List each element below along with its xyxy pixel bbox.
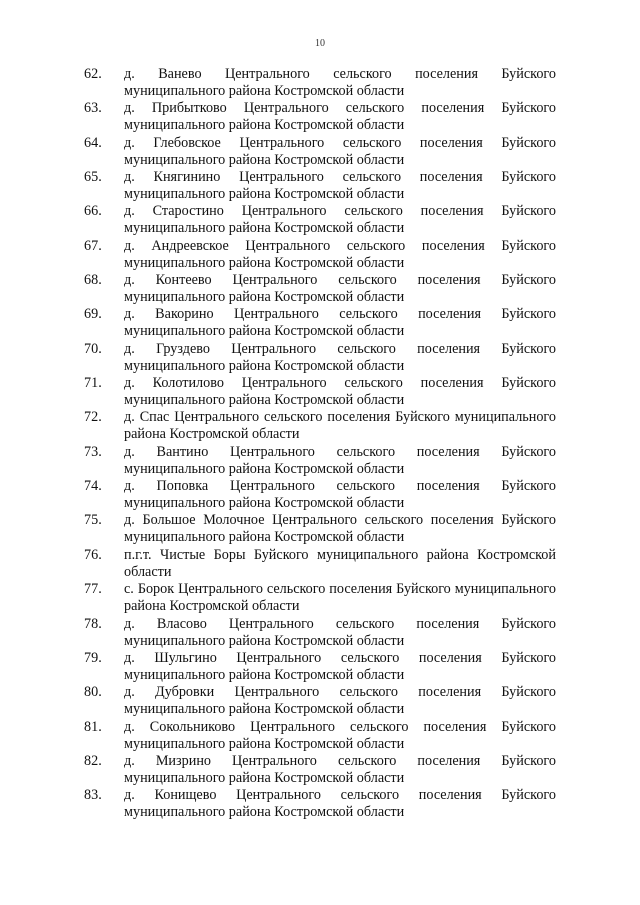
- item-text: д. Шульгино Центрального сельского поселения Буйского муниципального района Костромской области: [124, 649, 556, 683]
- list-item: [84, 169, 556, 203]
- list-item: [84, 135, 556, 169]
- list-item: [84, 341, 556, 375]
- list-item: [84, 306, 556, 340]
- item-number: 83.: [84, 787, 102, 804]
- item-number: 65.: [84, 169, 102, 186]
- item-number: 76.: [84, 546, 102, 563]
- item-text: д. Вакорино Центрального сельского поселения Буйского муниципального района Костромской области: [124, 306, 556, 340]
- item-number: 78.: [84, 615, 102, 632]
- item-number: 77.: [84, 581, 102, 598]
- item-text: д. Поповка Центрального сельского поселения Буйского муниципального района Костромской области: [124, 478, 556, 512]
- item-number: 66.: [84, 203, 102, 220]
- list-item: [84, 787, 556, 821]
- item-text: д. Дубровки Центрального сельского поселения Буйского муниципального района Костромской области: [124, 684, 556, 718]
- item-text: д. Прибытково Центрального сельского поселения Буйского муниципального района Костромской области: [124, 100, 556, 134]
- item-number: 68.: [84, 272, 102, 289]
- item-number: 75.: [84, 512, 102, 529]
- list-item: [84, 512, 556, 546]
- item-number: 70.: [84, 340, 102, 357]
- item-number: 63.: [84, 100, 102, 117]
- item-number: 72.: [84, 409, 102, 426]
- list-item: [84, 753, 556, 787]
- list-item: [84, 66, 556, 100]
- item-text: д. Сокольниково Центрального сельского поселения Буйского муниципального района Костромской области: [124, 718, 556, 752]
- item-text: д. Груздево Центрального сельского поселения Буйского муниципального района Костромской области: [124, 340, 556, 374]
- item-number: 64.: [84, 134, 102, 151]
- item-text: с. Борок Центрального сельского поселения Буйского муниципального района Костромской области: [124, 581, 556, 615]
- item-text: д. Мизрино Центрального сельского поселения Буйского муниципального района Костромской области: [124, 752, 556, 786]
- item-number: 67.: [84, 237, 102, 254]
- item-text: д. Власово Центрального сельского поселения Буйского муниципального района Костромской области: [124, 615, 556, 649]
- list-item: [84, 478, 556, 512]
- list-item: [84, 444, 556, 478]
- list-item: [84, 581, 556, 615]
- list-item: [84, 684, 556, 718]
- list-item: [84, 238, 556, 272]
- list-item: [84, 547, 556, 581]
- item-text: д. Княгинино Центрального сельского поселения Буйского муниципального района Костромской области: [124, 169, 556, 203]
- item-text: д. Старостино Центрального сельского поселения Буйского муниципального района Костромской области: [124, 203, 556, 237]
- list-item: [84, 375, 556, 409]
- item-number: 80.: [84, 684, 102, 701]
- item-number: 82.: [84, 752, 102, 769]
- item-text: д. Вантино Центрального сельского поселения Буйского муниципального района Костромской области: [124, 443, 556, 477]
- item-number: 62.: [84, 66, 102, 82]
- item-number: 73.: [84, 443, 102, 460]
- item-text: д. Большое Молочное Центрального сельского поселения Буйского муниципального района Костромской области: [124, 512, 556, 546]
- list-item: [84, 203, 556, 237]
- list-item: [84, 272, 556, 306]
- item-text: д. Конищево Центрального сельского поселения Буйского муниципального района Костромской области: [124, 787, 556, 821]
- item-text: п.г.т. Чистые Боры Буйского муниципального района Костромской области: [124, 546, 556, 580]
- item-text: д. Спас Центрального сельского поселения Буйского муниципального района Костромской области: [124, 409, 556, 443]
- page-number: 10: [315, 38, 325, 49]
- item-number: 74.: [84, 478, 102, 495]
- item-text: д. Андреевское Центрального сельского поселения Буйского муниципального района Костромской области: [124, 237, 556, 271]
- list-item: [84, 100, 556, 134]
- settlement-list: [84, 66, 556, 822]
- list-item: [84, 650, 556, 684]
- item-text: д. Ванево Центрального сельского поселения Буйского муниципального района Костромской области: [124, 66, 556, 99]
- item-number: 81.: [84, 718, 102, 735]
- item-text: д. Контеево Центрального сельского поселения Буйского муниципального района Костромской области: [124, 272, 556, 306]
- item-text: д. Глебовское Центрального сельского поселения Буйского муниципального района Костромской области: [124, 134, 556, 168]
- item-text: д. Колотилово Центрального сельского поселения Буйского муниципального района Костромской области: [124, 375, 556, 409]
- list-item: [84, 719, 556, 753]
- item-number: 79.: [84, 649, 102, 666]
- item-number: 71.: [84, 375, 102, 392]
- list-item: [84, 409, 556, 443]
- item-number: 69.: [84, 306, 102, 323]
- list-item: [84, 616, 556, 650]
